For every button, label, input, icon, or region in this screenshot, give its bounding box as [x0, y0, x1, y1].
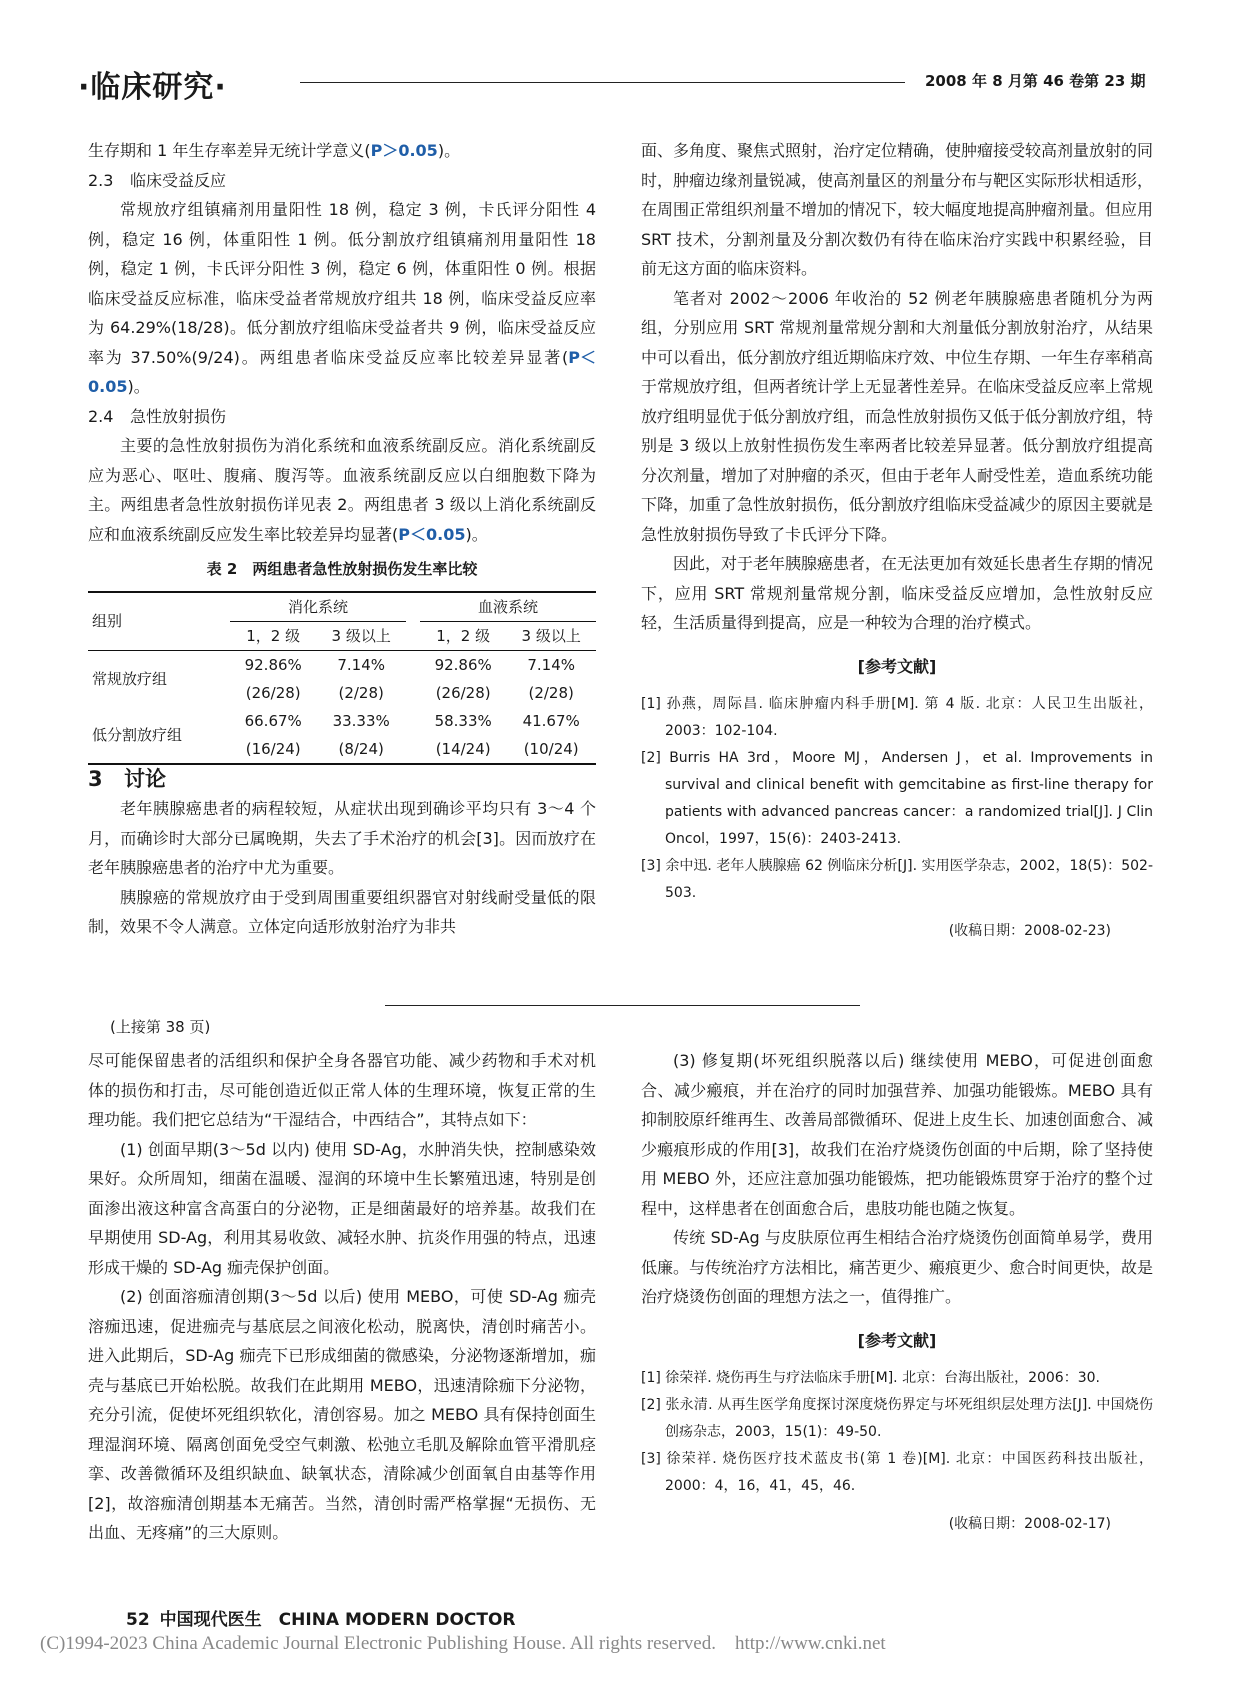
table-cell: (10/24) [506, 735, 596, 764]
paragraph: (3) 修复期(坏死组织脱落以后) 继续使用 MEBO，可促进创面愈合、减少瘢痕，并在治疗的同时加强营养、加强功能锻炼。MEBO 具有抑制胶原纤维再生、改善局部微循环、促进上皮生长、加速创面愈合、减少瘢痕形成的作用[3]，故我们在治疗烧烫伤创面的中后期，除了坚持使用 MEBO 外，还应注意加强功能锻炼，把功能锻炼贯穿于治疗的整个过程中，这样患者在创面愈合后，患肢功能也随之恢复。 [641, 1051, 1154, 1218]
table-cell: (8/24) [316, 735, 406, 764]
p-value: P＜0.05 [398, 524, 466, 544]
table-2 [88, 591, 596, 765]
paragraph: (1) 创面早期(3～5d 以内) 使用 SD-Ag，水肿消失快，控制感染效果好。众所周知，细菌在温暖、湿润的环境中生长繁殖迅速，特别是创面渗出液这种富含高蛋白的分泌物，正是细菌最好的培养基。故我们在早期使用 SD-Ag，利用其易收敛、减轻水肿、抗炎作用强的特点，迅速形成干燥的 SD-Ag 痂壳保护创面。 [88, 1139, 596, 1277]
table-cell: 58.33% [434, 711, 492, 730]
paragraph: (2) 创面溶痂清创期(3～5d 以后) 使用 MEBO，可使 SD-Ag 痂壳溶痂迅速，促进痂壳与基底层之间液化松动，脱离快，清创时痛苦小。进入此期后，SD-Ag 痂壳下已形成细菌的微感染，分泌物逐渐增加，痂壳与基底已开始松脱。故我们在此期用 MEBO，迅速清除痂下分泌物，充分引流，促使坏死组织软化，清创容易。加之 MEBO 具有保持创面生理湿润环境、隔离创面免受空气刺激、松弛立毛肌及解除血管平滑肌痉挛、改善微循环及组织缺血、缺氧状态，清除减少创面氧自由基等作用[2]，故溶痂清创期基本无痛苦。当然，清创时需严格掌握“无损伤、无出血、无疼痛”的三大原则。 [88, 1287, 596, 1542]
table-caption: 表 2 两组患者急性放射损伤发生率比较 [206, 560, 478, 578]
issue-info: 2008 年 8 月第 46 卷第 23 期 [925, 72, 1146, 90]
sub-header: 1，2 级 [420, 621, 506, 650]
paragraph: 尽可能保留患者的活组织和保护全身各器官功能、减少药物和手术对机体的损伤和打击，尽可能创造近似正常人体的生理环境，恢复正常的生理功能。我们把它总结为“干湿结合，中西结合”，其特点如下： [88, 1051, 596, 1129]
p-value: P＜0.05 [88, 347, 596, 396]
table-cell: 7.14% [337, 655, 385, 674]
received-date: (收稿日期：2008-02-23) [948, 923, 1111, 939]
sub-header: 3 级以上 [316, 621, 406, 650]
section-heading-2-3: 2.3 临床受益反应 [88, 170, 227, 190]
references-heading: [参考文献] [857, 656, 937, 676]
paragraph: 生存期和 1 年生存率差异无统计学意义(P＞0.05)。 [88, 141, 461, 160]
table-cell: (2/28) [528, 683, 574, 702]
header-rule [300, 82, 905, 83]
table-cell: (2/28) [338, 683, 384, 702]
received-date: (收稿日期：2008-02-17) [948, 1516, 1111, 1532]
left-column-top [88, 136, 596, 942]
page-footer [126, 1605, 516, 1630]
reference-item: [3] 徐荣祥. 烧伤医疗技术蓝皮书(第 1 卷)[M]. 北京：中国医药科技出版社，2000：4，16，41，45，46. [641, 1451, 1153, 1494]
table-cell: (26/28) [245, 683, 301, 702]
table-cell: (14/24) [420, 735, 506, 764]
reference-item: [2] 张永清. 从再生医学角度探讨深度烧伤界定与坏死组织层处理方法[J]. 中国烧伤创疡杂志，2003，15(1)：49-50. [641, 1397, 1153, 1440]
paragraph: 面、多角度、聚焦式照射，治疗定位精确，使肿瘤接受较高剂量放射的同时，肿瘤边缘剂量锐减，使高剂量区的剂量分布与靶区实际形状相适形，在周围正常组织剂量不增加的情况下，较大幅度地提高肿瘤剂量。但应用 SRT 技术，分割剂量及分割次数仍有待在临床治疗实践中积累经验，目前无这方面的临床资料。 [641, 141, 1154, 278]
right-column-top [641, 136, 1153, 947]
digestive-header: 消化系统 [230, 592, 406, 622]
reference-item: [3] 余中迅. 老年人胰腺癌 62 例临床分析[J]. 实用医学杂志，2002，18(5)：502-503. [641, 858, 1153, 901]
table-cell: 41.67% [522, 711, 580, 730]
table-row [88, 707, 596, 735]
blood-header: 血液系统 [420, 592, 596, 622]
table-header-row [88, 592, 596, 622]
table-cell: 7.14% [527, 655, 575, 674]
col-group-label: 组别 [88, 592, 230, 651]
paragraph: 老年胰腺癌患者的病程较短，从症状出现到确诊平均只有 3～4 个月，而确诊时大部分已属晚期，失去了手术治疗的机会[3]。因而放疗在老年胰腺癌患者的治疗中尤为重要。 [88, 799, 596, 877]
section-heading-2-4: 2.4 急性放射损伤 [88, 406, 227, 426]
table-cell: 92.86% [244, 655, 302, 674]
section-heading-3: 3 讨论 [88, 766, 166, 791]
paragraph: 因此，对于老年胰腺癌患者，在无法更加有效延长患者生存期的情况下，应用 SRT 常规剂量常规分割，临床受益反应增加，急性放射反应轻，生活质量得到提高，应是一种较为合理的治疗模式。 [641, 554, 1154, 632]
references-heading: [参考文献] [857, 1330, 937, 1350]
reference-item: [1] 孙燕，周际昌. 临床肿瘤内科手册[M]. 第 4 版. 北京：人民卫生出版社，2003：102-104. [641, 696, 1153, 739]
table-row [88, 650, 596, 679]
page-number: 52 [126, 1610, 150, 1630]
table-cell: 66.67% [244, 711, 302, 730]
p-value: P＞0.05 [370, 141, 438, 160]
reference-item: [1] 徐荣祥. 烧伤再生与疗法临床手册[M]. 北京：台海出版社，2006：30. [641, 1370, 1100, 1386]
sub-header: 3 级以上 [506, 621, 596, 650]
table-cell: (26/28) [435, 683, 491, 702]
sub-header: 1，2 级 [230, 621, 316, 650]
table-cell: 92.86% [434, 655, 492, 674]
right-column-bottom [641, 1046, 1153, 1540]
paragraph: 胰腺癌的常规放疗由于受到周围重要组织器官对射线耐受量低的限制，效果不令人满意。立体定向适形放射治疗为非共 [88, 887, 596, 936]
journal-name: 中国现代医生 CHINA MODERN DOCTOR [159, 1610, 516, 1630]
table-cell: 33.33% [332, 711, 390, 730]
copyright-notice: (C)1994-2023 China Academic Journal Electronic Publishing House. All rights reserved. http://www.cnki.net [40, 1633, 886, 1654]
left-column-bottom [88, 1046, 596, 1548]
reference-item: [2] Burris HA 3rd，Moore MJ，Andersen J，et al. Improvements in survival and clinical benefit with gemcitabine as first-line therapy for patients with advanced pancreas cancer：a randomized trial[J]. J Clin Oncol，1997，15(6)：2403-2413. [641, 750, 1153, 847]
row-label: 常规放疗组 [92, 669, 168, 688]
paragraph: 主要的急性放射损伤为消化系统和血液系统副反应。消化系统副反应为恶心、呕吐、腹痛、腹泻等。血液系统副反应以白细胞数下降为主。两组患者急性放射损伤详见表 2。两组患者 3 级以上消化系统副反应和血液系统副反应发生率比较差异均显著(P＜0.05)。 [88, 436, 596, 544]
article-divider [385, 1005, 860, 1006]
row-label: 低分割放疗组 [88, 707, 230, 764]
table-cell: (16/24) [230, 735, 316, 764]
paragraph: 传统 SD-Ag 与皮肤原位再生相结合治疗烧烫伤创面简单易学，费用低廉。与传统治疗方法相比，痛苦更少、瘢痕更少、愈合时间更快，故是治疗烧烫伤创面的理想方法之一，值得推广。 [641, 1228, 1154, 1306]
paragraph: 常规放疗组镇痛剂用量阳性 18 例，稳定 3 例，卡氏评分阳性 4 例，稳定 16 例，体重阳性 1 例。低分割放疗组镇痛剂用量阳性 18 例，稳定 1 例，卡氏评分阳性 3 例，稳定 6 例，体重阳性 0 例。根据临床受益反应标准，临床受益者常规放疗组共 18 例，临床受益反应率为 64.29%(18/28)。低分割放疗组临床受益者共 9 例，临床受益反应率为 37.50%(9/24)。两组患者临床受益反应率比较差异显著(P＜0.05)。 [88, 200, 596, 396]
section-title: ·临床研究· [78, 70, 227, 105]
paragraph: 笔者对 2002～2006 年收治的 52 例老年胰腺癌患者随机分为两组，分别应用 SRT 常规剂量常规分割和大剂量低分割放射治疗，从结果中可以看出，低分割放疗组近期临床疗效、中位生存期、一年生存率稍高于常规放疗组，但两者统计学上无显著性差异。在临床受益反应率上常规放疗组明显优于低分割放疗组，而急性放射损伤又低于低分割放疗组，特别是 3 级以上放射性损伤发生率两者比较差异显著。低分割放疗组提高分次剂量，增加了对肿瘤的杀灭，但由于老年人耐受性差，造血系统功能下降，加重了急性放射损伤，低分割放疗组临床受益减少的原因主要就是急性放射损伤导致了卡氏评分下降。 [641, 288, 1154, 544]
continued-note: (上接第 38 页) [110, 1018, 211, 1036]
